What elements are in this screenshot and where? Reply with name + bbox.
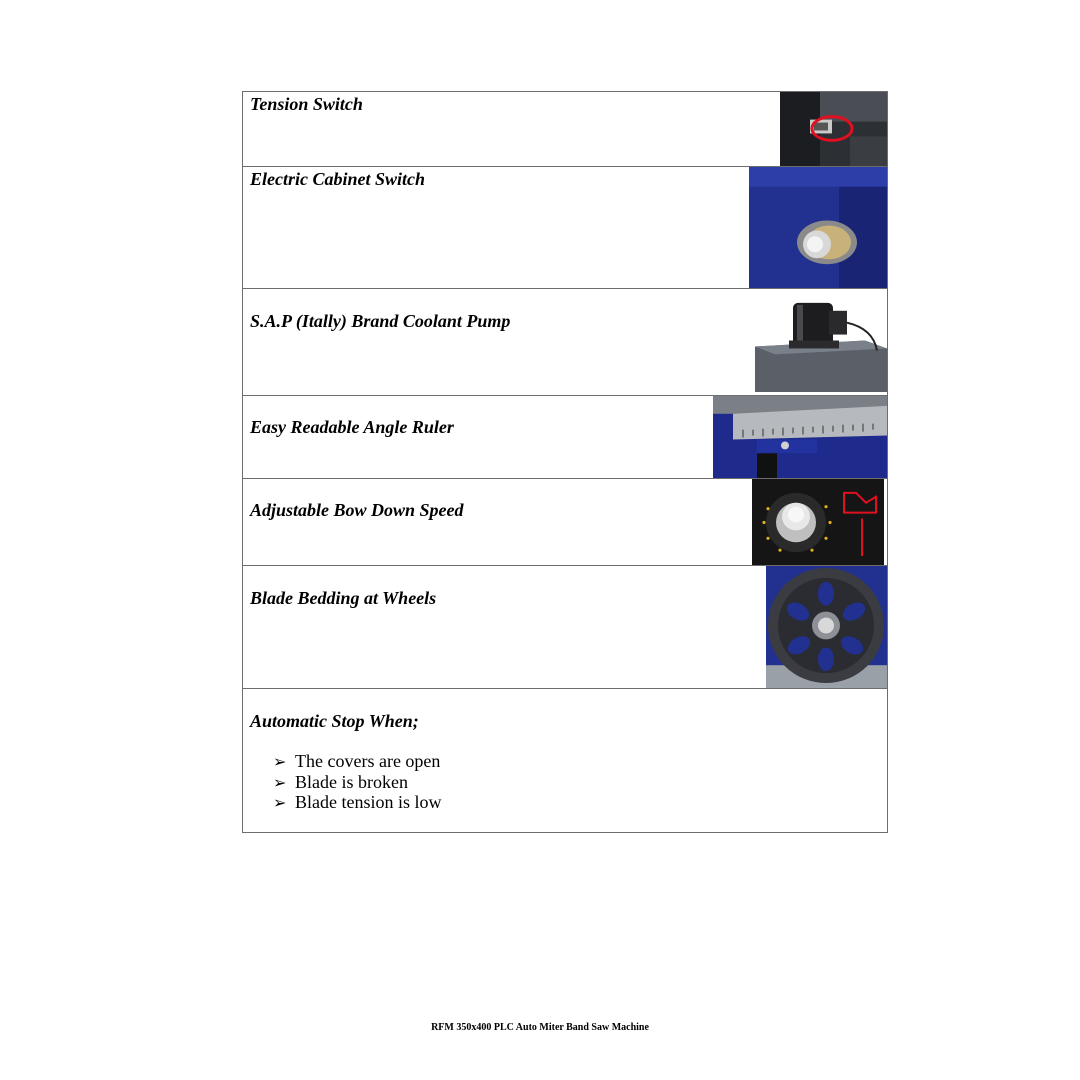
row-title: S.A.P (Itally) Brand Coolant Pump	[250, 311, 511, 331]
features-table	[242, 91, 888, 833]
row-title: Electric Cabinet Switch	[250, 169, 426, 189]
list-item: ➢ Blade tension is low	[273, 792, 442, 813]
row-title: Blade Bedding at Wheels	[250, 588, 437, 608]
row-title: Automatic Stop When;	[250, 711, 419, 731]
auto-stop-list	[273, 751, 442, 813]
angle-ruler-photo	[713, 396, 887, 478]
tension-switch-photo	[780, 92, 887, 166]
arrow-bullet-icon: ➢	[273, 774, 287, 792]
row-blade-bedding	[243, 566, 887, 689]
row-tension-switch	[243, 92, 887, 167]
row-electric-cabinet-switch	[243, 167, 887, 289]
row-coolant-pump	[243, 289, 887, 396]
blade-wheel-photo	[766, 566, 887, 688]
page-footer: RFM 350x400 PLC Auto Miter Band Saw Machine	[431, 1022, 649, 1033]
arrow-bullet-icon: ➢	[273, 795, 287, 812]
row-automatic-stop	[243, 689, 887, 832]
row-bow-down-speed	[243, 479, 887, 566]
row-title: Tension Switch	[250, 94, 363, 114]
list-item: ➢ The covers are open	[273, 751, 442, 772]
coolant-pump-photo	[755, 289, 887, 395]
cabinet-switch-photo	[749, 167, 887, 288]
row-angle-ruler	[243, 396, 887, 479]
arrow-bullet-icon: ➢	[273, 754, 287, 771]
speed-knob-photo	[752, 479, 884, 565]
row-title: Easy Readable Angle Ruler	[250, 417, 454, 437]
list-item: ➢ Blade is broken	[273, 772, 442, 793]
row-title: Adjustable Bow Down Speed	[250, 500, 464, 520]
